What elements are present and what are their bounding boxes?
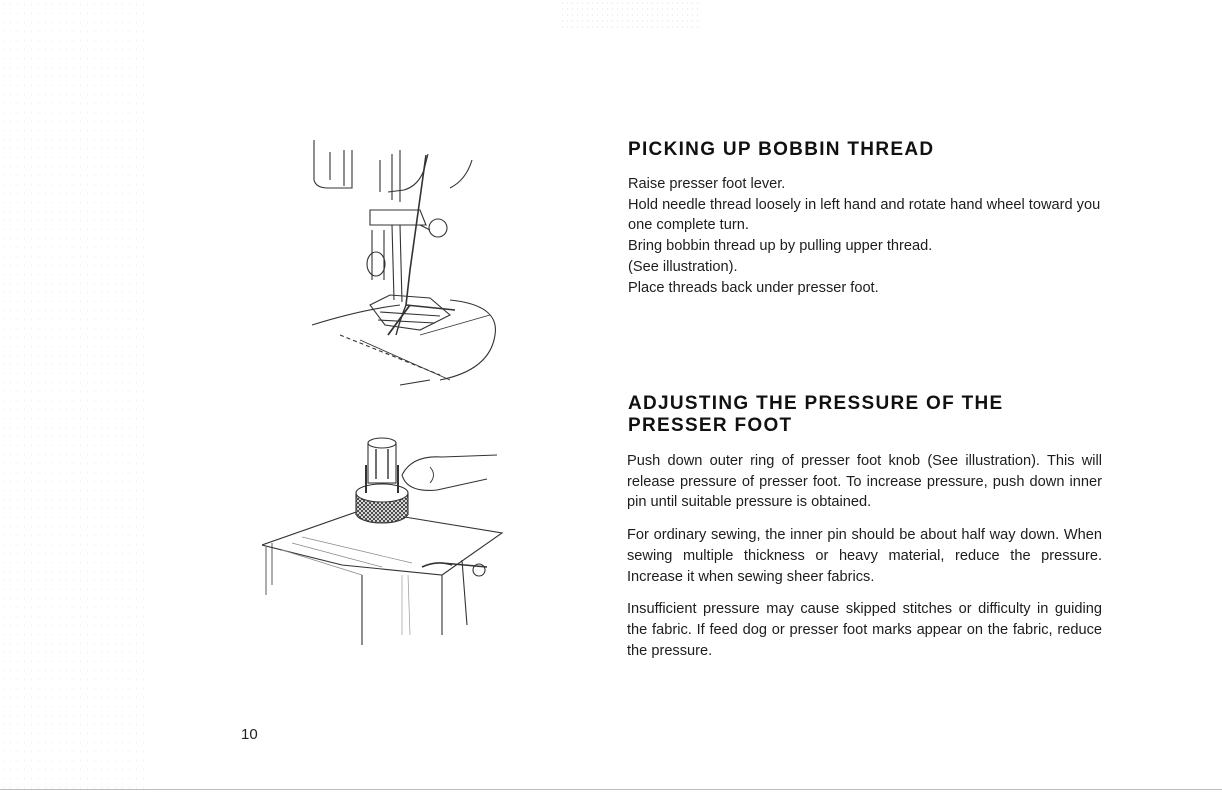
pressure-section-heading: ADJUSTING THE PRESSURE OF THE PRESSER FOOT [628,393,1004,436]
pressure-paragraph: Insufficient pressure may cause skipped stitches or difficulty in guiding the fabric. If feed dog or presser foot marks appear on the fabric, reduce the pressure. [627,601,1102,659]
scan-noise-top [560,0,700,30]
bobbin-thread-illustration [300,130,510,400]
page-bottom-edge [0,789,1222,790]
bobbin-step: Hold needle thread loosely in left hand and rotate hand wheel toward you one complete turn. [628,196,1101,234]
pressure-paragraph: Push down outer ring of presser foot knob (See illustration). This will release pressure of presser foot. To increase pressure, push down inner pin until suitable pressure is obtained. [627,453,1102,511]
bobbin-section-heading: PICKING UP BOBBIN THREAD [628,139,935,160]
bobbin-step: Place threads back under presser foot. [628,279,879,296]
bobbin-step: Raise presser foot lever. [628,176,786,192]
bobbin-step: (See illustration). [628,258,738,275]
presser-foot-knob-illustration [262,435,522,655]
bobbin-step: Bring bobbin thread up by pulling upper thread. [628,238,933,255]
bobbin-instructions [628,174,1108,298]
page-number: 10 [241,726,258,743]
pressure-paragraph: For ordinary sewing, the inner pin should be about half way down. When sewing multiple thickness or heavy material, reduce the pressure. Increase it when sewing sheer fabrics. [627,527,1102,585]
scan-noise-left [0,0,150,794]
pressure-instructions [627,451,1102,661]
